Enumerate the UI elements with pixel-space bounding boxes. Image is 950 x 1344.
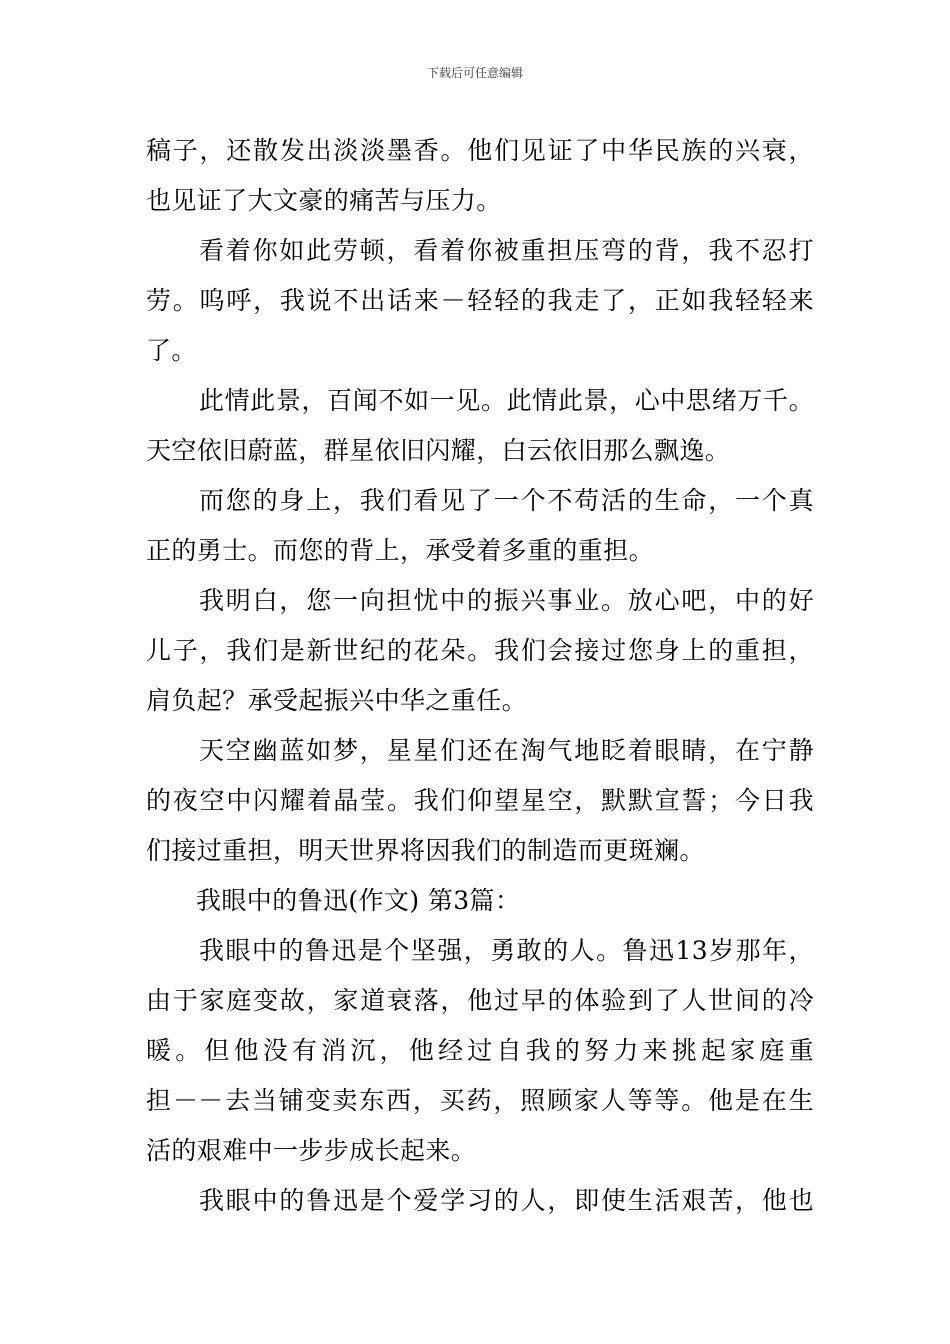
text-line: 天空依旧蔚蓝，群星依旧闪耀，白云依旧那么飘逸。 [146,436,731,465]
text-line: 劳。呜呼，我说不出话来－轻轻的我走了，正如我轻轻来 [146,286,814,315]
text-line: 天空幽蓝如梦，星星们还在淘气地眨着眼睛，在宁静 [199,736,814,765]
text-line: 了。 [146,336,197,365]
text-line: 我眼中的鲁迅是个坚强，勇敢的人。鲁迅13岁那年， [199,936,814,965]
text-line: 儿子，我们是新世纪的花朵。我们会接过您身上的重担， [146,636,814,665]
text-line: 也见证了大文豪的痛苦与压力。 [146,186,502,215]
text-line: 们接过重担，明天世界将因我们的制造而更斑斓。 [146,836,705,865]
text-line: 肩负起？承受起振兴中华之重任。 [146,686,528,715]
page-header: 下载后可任意编辑 [426,66,523,80]
text-line: 的夜空中闪耀着晶莹。我们仰望星空，默默宣誓；今日我 [146,786,814,815]
text-line: 稿子，还散发出淡淡墨香。他们见证了中华民族的兴衰， [146,136,814,165]
text-line: 担－－去当铺变卖东西，买药，照顾家人等等。他是在生 [146,1086,814,1115]
text-line: 由于家庭变故，家道衰落，他过早的体验到了人世间的冷 [146,986,814,1015]
text-line: 正的勇士。而您的背上，承受着多重的重担。 [146,536,655,565]
text-line: 我明白，您一向担忧中的振兴事业。放心吧，中的好 [199,586,814,615]
text-line: 此情此景，百闻不如一见。此情此景，心中思绪万千。 [199,386,814,415]
text-line: 而您的身上，我们看见了一个不苟活的生命，一个真 [199,486,814,515]
text-line: 暖。但他没有消沉，他经过自我的努力来挑起家庭重 [146,1036,814,1065]
document-body [146,126,814,1226]
text-line: 看着你如此劳顿，看着你被重担压弯的背，我不忍打 [199,236,814,265]
section-heading: 我眼中的鲁迅(作文) 第3篇： [196,886,521,915]
text-line: 我眼中的鲁迅是个爱学习的人，即使生活艰苦，他也 [199,1186,814,1215]
text-line: 活的艰难中一步步成长起来。 [146,1136,477,1165]
